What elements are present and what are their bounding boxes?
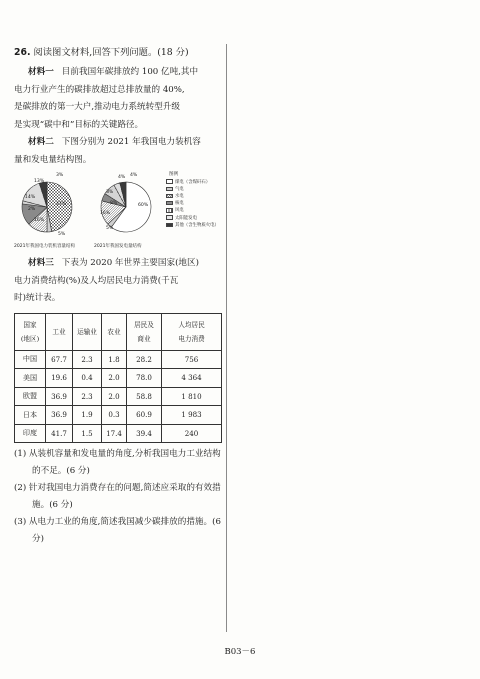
page-number: B03－6 xyxy=(224,647,256,657)
legend-label: 水电 xyxy=(175,193,184,199)
pie1-label: 2% xyxy=(28,207,36,212)
pie-charts xyxy=(14,171,222,251)
table-cell: 中国 xyxy=(15,350,46,369)
table-cell: 756 xyxy=(162,350,222,369)
table-row xyxy=(15,424,222,443)
table-header-cell: 工业 xyxy=(46,313,73,350)
question-intro: 阅读图文材料,回答下列问题。(18 分) xyxy=(33,47,189,58)
legend-title: 图例 xyxy=(169,172,179,177)
table-cell: 39.4 xyxy=(127,424,162,443)
table-cell: 美国 xyxy=(15,369,46,388)
question-26 xyxy=(14,46,222,548)
sub-question: (3) 从电力工业的角度,简述我国减少碳排放的措施。(6 分) xyxy=(14,517,221,544)
table-header-cell: 运输业 xyxy=(73,313,102,350)
legend-item xyxy=(166,178,219,185)
table-row xyxy=(15,406,222,425)
table-cell: 0.4 xyxy=(73,369,102,388)
table-cell: 41.7 xyxy=(46,424,73,443)
pie2-label: 5% xyxy=(106,226,114,231)
table-cell: 印度 xyxy=(15,424,46,443)
sub-questions xyxy=(14,446,222,548)
legend-item xyxy=(166,207,219,214)
column-divider xyxy=(226,44,227,632)
table-header-cell: 居民及 商业 xyxy=(127,313,162,350)
table-cell: 日本 xyxy=(15,406,46,425)
legend-label: 风电 xyxy=(175,208,184,214)
table-header-row xyxy=(15,313,222,350)
pie1-label: 13% xyxy=(34,179,45,184)
material-3-line: 电力消费结构(%)及人均居民电力消费(千瓦 xyxy=(14,275,179,286)
legend-swatch xyxy=(166,194,173,198)
legend-swatch xyxy=(166,201,173,205)
pie1-label: 3% xyxy=(56,173,64,178)
legend-label: 其他（含生物质火电） xyxy=(175,222,219,228)
table-cell: 2.3 xyxy=(73,387,102,406)
table-cell: 36.9 xyxy=(46,406,73,425)
table-row xyxy=(15,369,222,388)
pie2-label: 4% xyxy=(118,175,126,180)
legend-swatch xyxy=(166,215,173,219)
legend-label: 气电 xyxy=(175,186,184,192)
table-cell: 78.0 xyxy=(127,369,162,388)
table-cell: 1.8 xyxy=(102,350,127,369)
material-1-line: 目前我国年碳排放约 100 亿吨,其中 xyxy=(61,67,199,77)
sub-question: (2) 针对我国电力消费存在的问题,简述应采取的有效措施。(6 分) xyxy=(14,483,221,510)
table-header-cell: 农业 xyxy=(102,313,127,350)
material-2 xyxy=(14,134,222,169)
legend-label: 核电 xyxy=(175,201,184,207)
legend-item xyxy=(166,185,219,192)
pie2-label: 16% xyxy=(100,211,111,216)
question-header xyxy=(14,46,222,60)
legend-swatch xyxy=(166,208,173,212)
legend-item xyxy=(166,221,219,228)
table-cell: 欧盟 xyxy=(15,387,46,406)
pie2-caption: 2021年我国发电量结构 xyxy=(94,244,142,249)
table-cell: 1 983 xyxy=(162,406,222,425)
pie2-label: 8% xyxy=(110,201,118,206)
legend-swatch xyxy=(166,223,173,227)
material-1 xyxy=(14,64,222,134)
pie2-label: 4% xyxy=(130,173,138,178)
sub-question: (1) 从装机容量和发电量的角度,分析我国电力工业结构的不足。(6 分) xyxy=(14,449,221,476)
table-header-cell: 人均居民 电力消费 xyxy=(162,313,222,350)
table-cell: 2.0 xyxy=(102,369,127,388)
legend-swatch xyxy=(166,187,173,191)
table-cell: 1.9 xyxy=(73,406,102,425)
table-cell: 1.5 xyxy=(73,424,102,443)
table-cell: 0.3 xyxy=(102,406,127,425)
chart-legend xyxy=(166,171,219,228)
question-number: 26. xyxy=(14,47,31,58)
table-header-cell: 国家 (地区) xyxy=(15,313,46,350)
material-2-line: 量和发电量结构图。 xyxy=(14,154,92,165)
table-cell: 2.3 xyxy=(73,350,102,369)
legend-label: 煤电（含煤矸石） xyxy=(175,179,211,185)
legend-item xyxy=(166,214,219,221)
pie2-label: 60% xyxy=(138,203,149,208)
table-cell: 28.2 xyxy=(127,350,162,369)
pie2-label: 3% xyxy=(106,190,114,195)
table-cell: 60.9 xyxy=(127,406,162,425)
legend-swatch xyxy=(166,179,173,183)
legend-item xyxy=(166,200,219,207)
table-cell: 2.0 xyxy=(102,387,127,406)
pie1-label: 16% xyxy=(34,218,45,223)
pie1-caption: 2021年我国电力装机容量结构 xyxy=(14,244,75,249)
pie1-label: 14% xyxy=(25,195,36,200)
material-1-line: 是实现“碳中和”目标的关键路径。 xyxy=(14,119,144,130)
electricity-table xyxy=(14,313,222,444)
material-3-label: 材料三 xyxy=(28,258,54,268)
table-cell: 1 810 xyxy=(162,387,222,406)
table-row xyxy=(15,387,222,406)
table-cell: 17.4 xyxy=(102,424,127,443)
table-cell: 240 xyxy=(162,424,222,443)
table-row xyxy=(15,350,222,369)
pie1-label: 47% xyxy=(56,202,67,207)
material-1-line: 电力行业产生的碳排放超过总排放量的 40%, xyxy=(14,84,185,95)
legend-label: 太阳能发电 xyxy=(175,215,197,221)
table-cell: 58.8 xyxy=(127,387,162,406)
table-cell: 19.6 xyxy=(46,369,73,388)
table-cell: 4 364 xyxy=(162,369,222,388)
material-2-label: 材料二 xyxy=(28,137,54,147)
material-1-line: 是碳排放的第一大户,推动电力系统转型升级 xyxy=(14,102,181,112)
pie1-label: 5% xyxy=(58,232,66,237)
material-3 xyxy=(14,255,222,308)
material-2-line: 下图分别为 2021 年我国电力装机容 xyxy=(61,137,201,147)
material-1-label: 材料一 xyxy=(28,67,54,77)
table-cell: 67.7 xyxy=(46,350,73,369)
legend-item xyxy=(166,192,219,199)
table-cell: 36.9 xyxy=(46,387,73,406)
material-3-line: 下表为 2020 年世界主要国家(地区) xyxy=(61,258,199,268)
material-3-line: 时)统计表。 xyxy=(14,293,61,303)
